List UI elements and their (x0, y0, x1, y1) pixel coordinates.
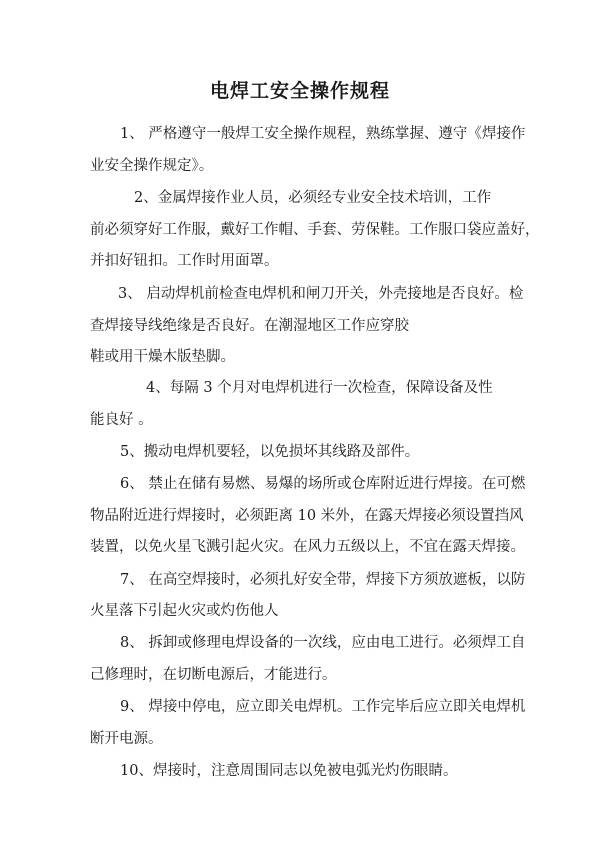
paragraph-line: 6、 禁止在储有易燃、易爆的场所或仓库附近进行焊接。在可燃 (120, 476, 526, 492)
paragraph-line: 4、每隔 3 个月对电焊机进行一次检查，保障设备及性 (146, 380, 493, 396)
paragraph-line: 鞋或用干燥木版垫脚。 (90, 349, 235, 365)
paragraph-line: 业安全操作规定》。 (90, 158, 214, 174)
paragraph-line: 1、 严格遵守一般焊工安全操作规程，熟练掌握、遵守《焊接作 (120, 126, 526, 142)
paragraph-line: 7、 在高空焊接时，必须扎好安全带，焊接下方须放遮板，以防 (120, 572, 526, 588)
paragraph-line: 火星落下引起火灾或灼伤他人 (90, 603, 279, 619)
paragraph-line: 9、 焊接中停电，应立即关电焊机。工作完毕后应立即关电焊机 (120, 699, 526, 715)
paragraph-line: 8、 拆卸或修理电焊设备的一次线，应由电工进行。必须焊工自 (120, 635, 526, 651)
paragraph-line: 查焊接导线绝缘是否良好。在潮湿地区工作应穿胶 (90, 318, 409, 334)
paragraph-line: 2、金属焊接作业人员，必须经专业安全技术培训，工作 (134, 190, 492, 206)
paragraph-line: 能良好 。 (90, 412, 153, 428)
paragraph-line: 并扣好钮扣。工作时用面罩。 (90, 253, 279, 269)
paragraph-line: 物品附近进行焊接时，必须距离 10 米外，在露天焊接必须设置挡风 (90, 508, 524, 524)
paragraph-line: 5、搬动电焊机要轻，以免损坏其线路及部件。 (120, 444, 420, 460)
paragraph-line: 前必须穿好工作服，戴好工作帽、手套、劳保鞋。工作服口袋应盖好， (90, 222, 540, 238)
paragraph-line: 10、焊接时，注意周围同志以免被电弧光灼伤眼睛。 (120, 763, 458, 779)
page-title: 电焊工安全操作规程 (209, 80, 390, 102)
paragraph-line: 己修理时，在切断电源后，才能进行。 (90, 667, 337, 683)
paragraph-line: 3、 启动焊机前检查电焊机和闸刀开关，外壳接地是否良好。检 (118, 286, 524, 302)
paragraph-line: 装置，以免火星飞溅引起火灾。在风力五级以上，不宜在露天焊接。 (90, 539, 525, 555)
paragraph-line: 断开电源。 (90, 731, 163, 747)
